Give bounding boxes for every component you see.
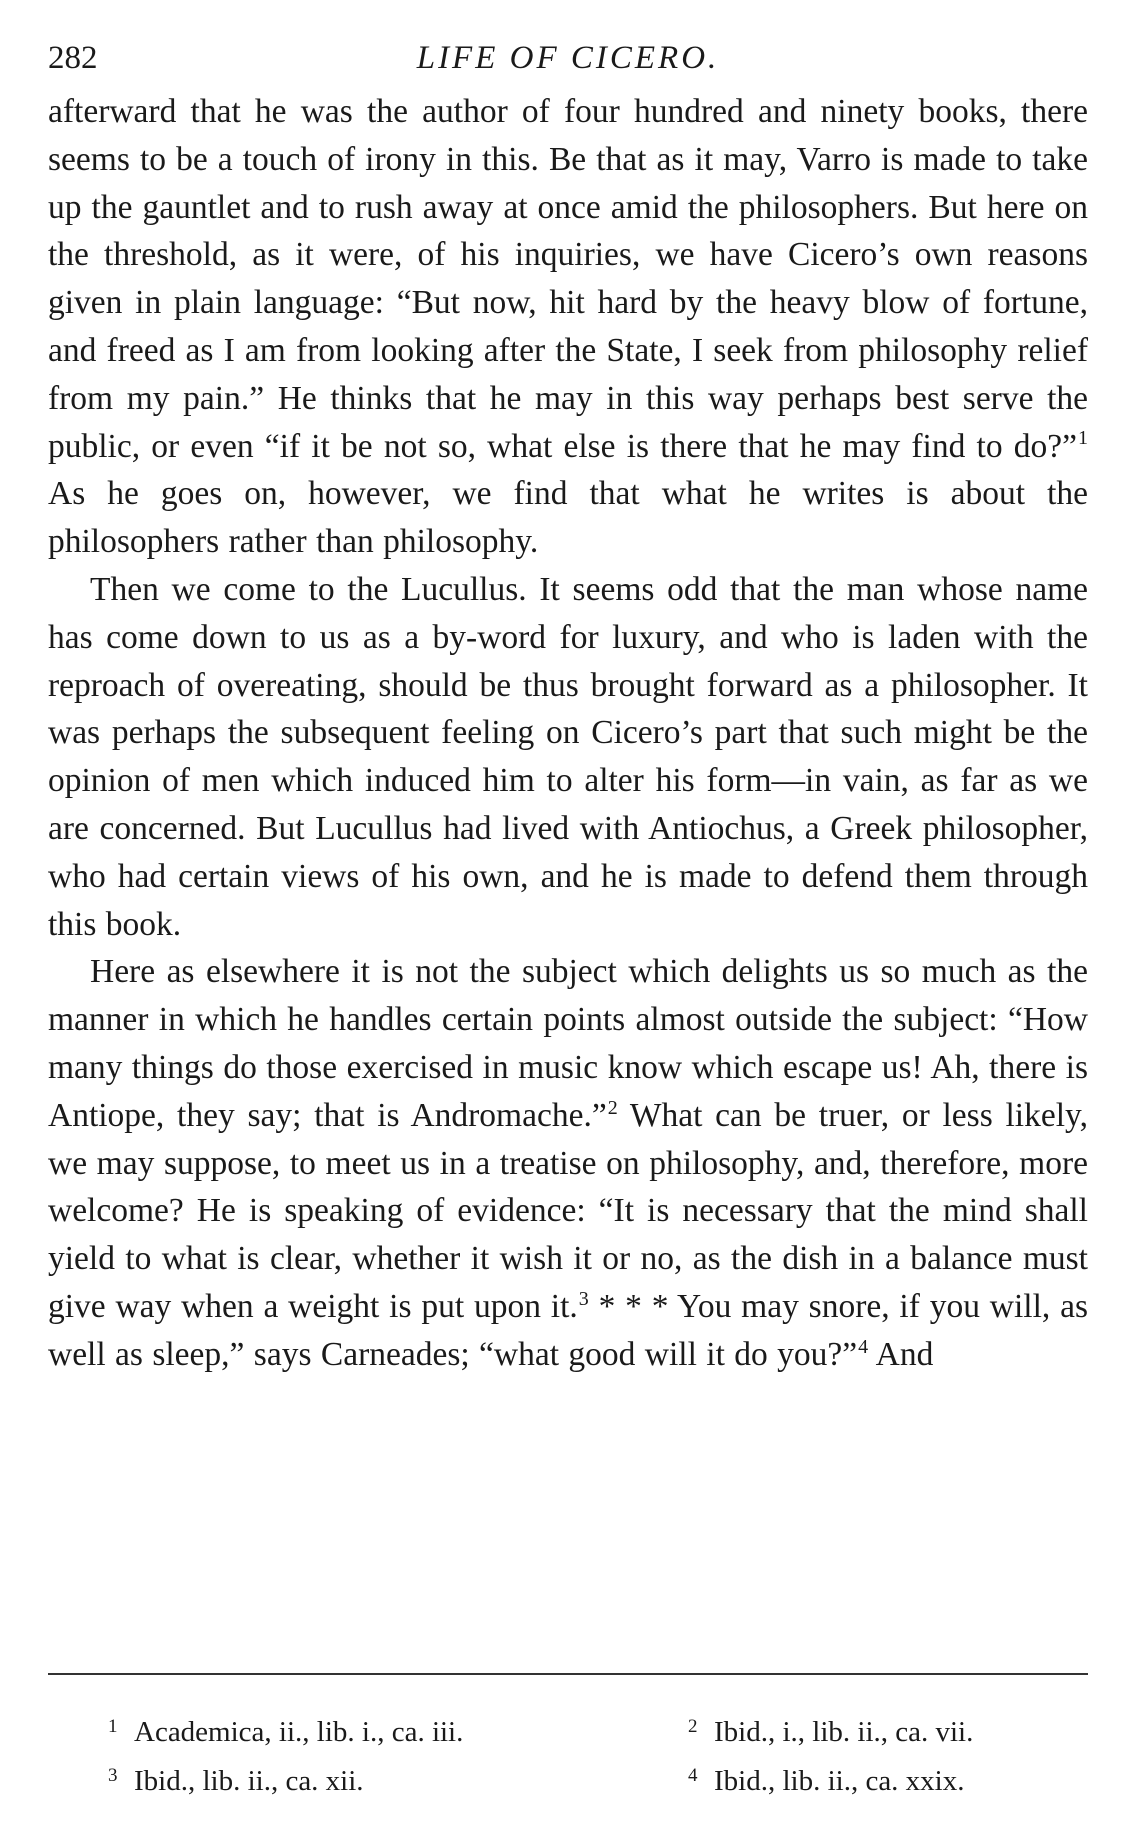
footnote-text: Academica, ii., lib. i., ca. iii. (134, 1716, 464, 1748)
footnote (688, 1705, 973, 1754)
book-page (48, 40, 1088, 1797)
running-title: LIFE OF CICERO. (416, 40, 720, 76)
paragraph-text: What can be truer, or less likely, we may suppose, to meet us in a treatise on philosophy, and, therefore, more welcome? He is speaking of evidence: “It is necessary that the mind shall yield to what is clear, whether it wish it or no, as the dish in a balance must give way when a weight is put upon it. (48, 1096, 1088, 1325)
paragraph-text: As he goes on, however, we find that what he writes is about the philosophers rather than philosophy. (48, 475, 1088, 561)
footnote-marker: 4 (858, 1335, 869, 1358)
footnote-column-left (108, 1705, 463, 1803)
paragraph-text: And (868, 1335, 934, 1373)
footnote (108, 1705, 463, 1754)
footnote-marker: 1 (1078, 427, 1088, 450)
paragraph (48, 948, 1088, 1378)
footnote-number: 1 (108, 1716, 118, 1737)
body-text (48, 88, 1088, 1379)
footnote (688, 1754, 973, 1803)
footnote-text: Ibid., i., lib. ii., ca. vii. (714, 1716, 974, 1748)
footnote-marker: 2 (607, 1096, 618, 1119)
paragraph-text: afterward that he was the author of four hundred and ninety books, there seems to be a touch of irony in this. Be that as it may, Varro is made to take up the gauntlet and to rush away at once amid the philosophers. But here on the threshold, as it were, of his inquiries, we have Cicero’s own reasons given in plain language: “But now, hit hard by the heavy blow of fortune, and freed as I am from looking after the State, I seek from philosophy relief from my pain.” He thinks that he may in this way perhaps best serve the public, or even “if it be not so, what else is there that he may find to do?” (48, 93, 1088, 465)
paragraph-text: Here as elsewhere it is not the subject which delights us so much as the manner in which he handles certain points almost outside the subject: “How many things do those exercised in music know which escape us! Ah, there is Antiope, they say; that is Andromache.” (48, 953, 1088, 1134)
paragraph-text: * * * You may snore, if you will, as well as sleep,” says Carneades; “what good will it do you?” (48, 1287, 1088, 1373)
paragraph (48, 566, 1088, 948)
footnote-number: 2 (688, 1716, 698, 1737)
paragraph (48, 88, 1088, 566)
footnote-text: Ibid., lib. ii., ca. xii. (134, 1765, 364, 1797)
footnote-number: 3 (108, 1765, 118, 1786)
footnote (108, 1754, 463, 1803)
footnote-marker: 3 (578, 1287, 589, 1310)
footnote-text: Ibid., lib. ii., ca. xxix. (714, 1765, 965, 1797)
page-number: 282 (48, 40, 98, 76)
footnote-divider (48, 1673, 1088, 1675)
page-header (48, 40, 1088, 88)
footnote-number: 4 (688, 1765, 698, 1786)
paragraph-text: Then we come to the Lucullus. It seems odd that the man whose name has come down to us as a by-word for luxury, and who is laden with the reproach of overeating, should be thus brought forward as a philosopher. It was perhaps the subsequent feeling on Cicero’s part that such might be the opinion of men which induced him to alter his form—in vain, as far as we are concerned. But Lucullus had lived with Antiochus, a Greek philosopher, who had certain views of his own, and he is made to defend them through this book. (48, 570, 1088, 943)
footnote-column-right (688, 1705, 973, 1803)
